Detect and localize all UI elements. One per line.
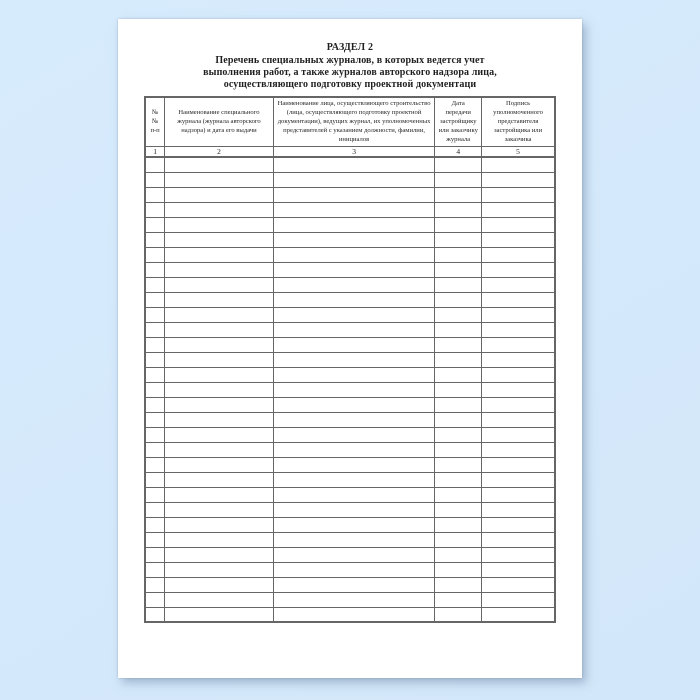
empty-cell [273, 442, 435, 457]
column-header-signature: Подпись уполномоченного представителя застройщика или заказчика [482, 97, 555, 147]
empty-cell [482, 352, 555, 367]
empty-cell [482, 337, 555, 352]
empty-cell [165, 472, 274, 487]
empty-cell [273, 487, 435, 502]
empty-cell [145, 532, 165, 547]
empty-cell [145, 517, 165, 532]
empty-row [145, 187, 555, 202]
empty-cell [435, 247, 482, 262]
empty-cell [273, 217, 435, 232]
empty-cell [435, 337, 482, 352]
empty-cell [482, 187, 555, 202]
empty-cell [273, 502, 435, 517]
empty-cell [482, 202, 555, 217]
empty-cell [145, 577, 165, 592]
empty-cell [165, 457, 274, 472]
empty-cell [145, 352, 165, 367]
empty-cell [273, 427, 435, 442]
empty-row [145, 292, 555, 307]
empty-cell [145, 472, 165, 487]
empty-cell [482, 547, 555, 562]
empty-cell [145, 277, 165, 292]
empty-cell [273, 187, 435, 202]
table-head [145, 97, 555, 157]
empty-row [145, 577, 555, 592]
empty-cell [273, 382, 435, 397]
empty-cell [145, 442, 165, 457]
empty-cell [435, 412, 482, 427]
empty-cell [435, 532, 482, 547]
empty-cell [435, 352, 482, 367]
empty-cell [273, 472, 435, 487]
empty-cell [482, 157, 555, 172]
empty-cell [273, 352, 435, 367]
empty-row [145, 367, 555, 382]
empty-cell [165, 367, 274, 382]
empty-cell [273, 262, 435, 277]
empty-cell [435, 262, 482, 277]
empty-cell [165, 427, 274, 442]
section-title: РАЗДЕЛ 2 [326, 42, 374, 53]
empty-cell [482, 487, 555, 502]
empty-row [145, 307, 555, 322]
empty-cell [273, 532, 435, 547]
empty-cell [435, 457, 482, 472]
empty-cell [145, 547, 165, 562]
empty-cell [435, 217, 482, 232]
empty-row [145, 427, 555, 442]
empty-cell [482, 502, 555, 517]
empty-row [145, 457, 555, 472]
empty-cell [165, 337, 274, 352]
empty-row [145, 202, 555, 217]
empty-cell [145, 382, 165, 397]
empty-cell [482, 562, 555, 577]
empty-cell [145, 187, 165, 202]
empty-cell [145, 232, 165, 247]
document-header [118, 42, 582, 91]
empty-row [145, 322, 555, 337]
empty-cell [273, 322, 435, 337]
empty-row [145, 232, 555, 247]
empty-row [145, 397, 555, 412]
special-journals-table [144, 96, 556, 623]
empty-cell [165, 307, 274, 322]
table-header-row [145, 97, 555, 147]
empty-cell [482, 412, 555, 427]
empty-row [145, 337, 555, 352]
empty-cell [273, 547, 435, 562]
empty-cell [435, 157, 482, 172]
empty-cell [482, 322, 555, 337]
empty-cell [145, 202, 165, 217]
empty-cell [165, 502, 274, 517]
empty-cell [273, 202, 435, 217]
empty-row [145, 217, 555, 232]
empty-cell [273, 412, 435, 427]
empty-cell [482, 457, 555, 472]
empty-cell [145, 172, 165, 187]
empty-cell [435, 277, 482, 292]
empty-cell [273, 247, 435, 262]
empty-cell [273, 157, 435, 172]
empty-cell [435, 187, 482, 202]
empty-cell [145, 307, 165, 322]
empty-cell [145, 562, 165, 577]
empty-cell [435, 367, 482, 382]
empty-cell [482, 427, 555, 442]
empty-cell [273, 397, 435, 412]
empty-cell [165, 232, 274, 247]
empty-cell [145, 457, 165, 472]
empty-cell [273, 592, 435, 607]
empty-cell [165, 382, 274, 397]
empty-cell [145, 157, 165, 172]
empty-row [145, 502, 555, 517]
empty-cell [273, 172, 435, 187]
empty-cell [482, 307, 555, 322]
empty-row [145, 487, 555, 502]
empty-row [145, 442, 555, 457]
empty-cell [165, 157, 274, 172]
column-header-number: №№ п-п [145, 97, 165, 147]
empty-cell [273, 562, 435, 577]
empty-cell [165, 562, 274, 577]
empty-cell [145, 247, 165, 262]
empty-cell [482, 232, 555, 247]
empty-row [145, 607, 555, 622]
title-line-3: осуществляющего подготовку проектной документаци [223, 79, 477, 91]
empty-cell [435, 562, 482, 577]
empty-cell [273, 277, 435, 292]
empty-cell [482, 382, 555, 397]
empty-row [145, 262, 555, 277]
empty-cell [273, 292, 435, 307]
empty-row [145, 562, 555, 577]
empty-cell [482, 517, 555, 532]
empty-cell [165, 487, 274, 502]
empty-row [145, 532, 555, 547]
empty-cell [482, 217, 555, 232]
empty-cell [165, 352, 274, 367]
empty-cell [145, 502, 165, 517]
column-number-1: 1 [145, 147, 165, 158]
empty-cell [145, 337, 165, 352]
empty-cell [482, 592, 555, 607]
empty-cell [482, 532, 555, 547]
empty-row [145, 172, 555, 187]
empty-cell [482, 277, 555, 292]
empty-cell [482, 367, 555, 382]
empty-cell [482, 247, 555, 262]
column-header-person-name: Наименование лица, осуществляющего строительство (лица, осуществляющего подготовку проектной документации), ведущих журнал, их уполномоченных представителей с указанием должности, фамилии, инициалов [273, 97, 435, 147]
document-page [118, 19, 582, 678]
empty-cell [145, 292, 165, 307]
empty-cell [273, 577, 435, 592]
empty-cell [165, 187, 274, 202]
title-line-2: выполнения работ, а также журналов авторского надзора лица, [203, 66, 497, 78]
empty-cell [435, 292, 482, 307]
empty-cell [165, 172, 274, 187]
empty-cell [165, 532, 274, 547]
empty-row [145, 157, 555, 172]
table-body [145, 157, 555, 622]
column-header-transfer-date: Дата передачи застройщику или заказчику журнала [435, 97, 482, 147]
empty-cell [145, 412, 165, 427]
empty-cell [165, 412, 274, 427]
empty-row [145, 472, 555, 487]
empty-cell [482, 607, 555, 622]
column-number-4: 4 [435, 147, 482, 158]
empty-cell [273, 337, 435, 352]
empty-row [145, 547, 555, 562]
empty-cell [165, 202, 274, 217]
empty-cell [145, 262, 165, 277]
empty-cell [435, 307, 482, 322]
column-number-5: 5 [482, 147, 555, 158]
empty-cell [435, 202, 482, 217]
empty-cell [435, 487, 482, 502]
empty-row [145, 352, 555, 367]
empty-cell [145, 427, 165, 442]
empty-cell [435, 517, 482, 532]
empty-cell [165, 577, 274, 592]
empty-cell [165, 517, 274, 532]
empty-row [145, 412, 555, 427]
empty-cell [165, 292, 274, 307]
empty-cell [435, 427, 482, 442]
empty-cell [435, 322, 482, 337]
empty-cell [165, 442, 274, 457]
empty-cell [435, 232, 482, 247]
empty-cell [435, 547, 482, 562]
empty-row [145, 592, 555, 607]
empty-cell [435, 397, 482, 412]
empty-cell [482, 442, 555, 457]
empty-cell [145, 607, 165, 622]
empty-cell [482, 577, 555, 592]
empty-cell [435, 382, 482, 397]
column-number-row [145, 147, 555, 158]
empty-row [145, 382, 555, 397]
empty-cell [165, 322, 274, 337]
empty-row [145, 247, 555, 262]
column-number-3: 3 [273, 147, 435, 158]
empty-cell [482, 292, 555, 307]
empty-cell [165, 607, 274, 622]
empty-cell [145, 592, 165, 607]
empty-cell [435, 172, 482, 187]
empty-row [145, 277, 555, 292]
empty-cell [165, 592, 274, 607]
empty-cell [482, 472, 555, 487]
empty-cell [435, 592, 482, 607]
empty-cell [165, 262, 274, 277]
empty-cell [145, 487, 165, 502]
empty-cell [435, 577, 482, 592]
empty-cell [273, 307, 435, 322]
empty-cell [435, 502, 482, 517]
empty-cell [273, 517, 435, 532]
empty-cell [273, 607, 435, 622]
empty-cell [435, 442, 482, 457]
empty-cell [145, 367, 165, 382]
empty-cell [165, 547, 274, 562]
empty-cell [165, 217, 274, 232]
empty-row [145, 517, 555, 532]
empty-cell [273, 367, 435, 382]
empty-cell [482, 172, 555, 187]
empty-cell [145, 217, 165, 232]
empty-cell [482, 262, 555, 277]
empty-cell [145, 322, 165, 337]
empty-cell [273, 457, 435, 472]
document-title [118, 55, 582, 92]
column-number-2: 2 [165, 147, 274, 158]
empty-cell [482, 397, 555, 412]
empty-cell [273, 232, 435, 247]
empty-cell [435, 472, 482, 487]
empty-cell [165, 397, 274, 412]
column-header-journal-name: Наименование специального журнала (журнала авторского надзора) и дата его выдачи [165, 97, 274, 147]
title-line-1: Перечень специальных журналов, в которых ведется учет [215, 54, 485, 66]
empty-cell [435, 607, 482, 622]
empty-cell [145, 397, 165, 412]
empty-cell [165, 277, 274, 292]
empty-cell [165, 247, 274, 262]
